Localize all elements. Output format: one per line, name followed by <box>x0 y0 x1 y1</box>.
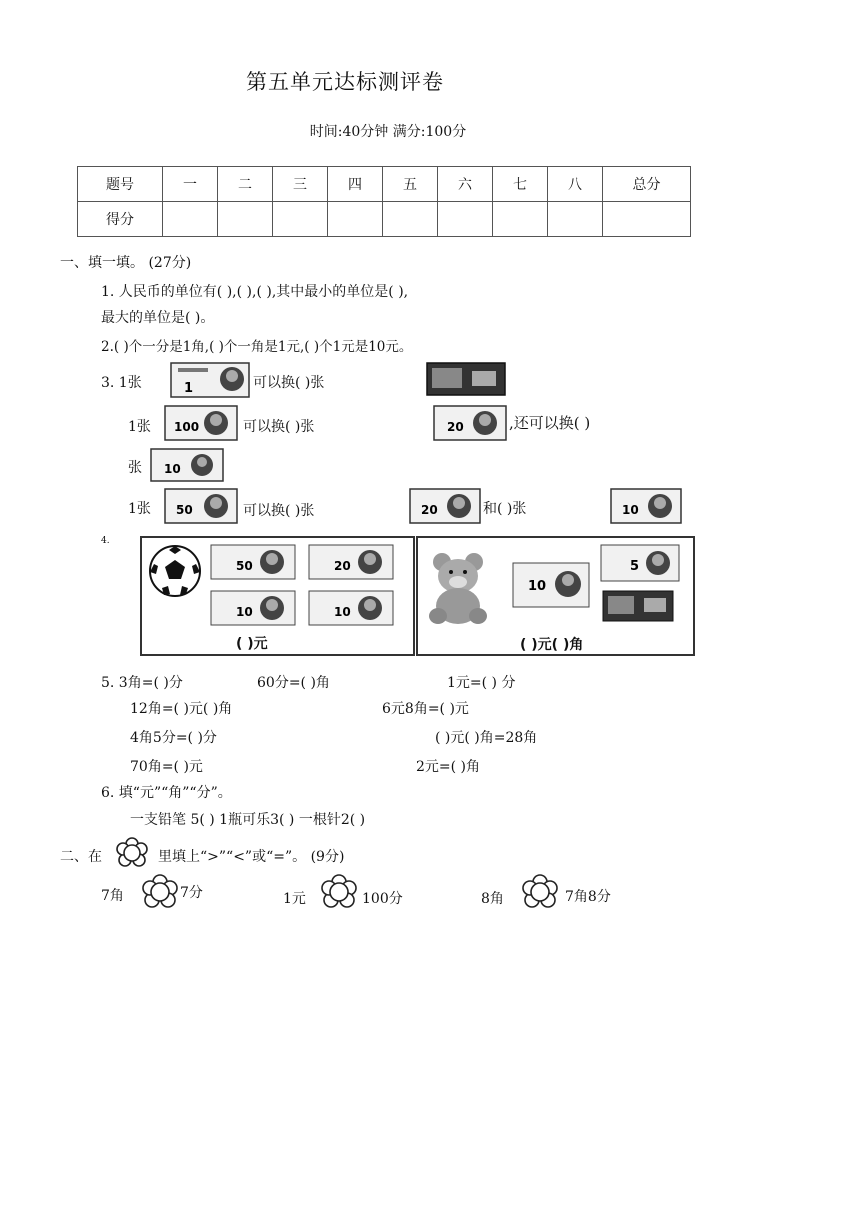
banknote-10-yuan-icon <box>512 562 590 608</box>
section2-heading-post: 里填上“>”“<”或“=”。 (9分) <box>158 849 345 865</box>
banknote-5-yuan-icon <box>600 544 680 582</box>
q6-heading: 6. 填“元”“角”“分”。 <box>101 785 232 801</box>
compare-3-left: 8角 <box>481 891 504 907</box>
table-cell: 六 <box>438 167 493 202</box>
q5-r1c: 1元=( ) 分 <box>447 675 516 691</box>
banknote-value: 10 <box>334 605 351 619</box>
banknote-50-yuan-icon <box>164 488 238 524</box>
q4-number: 4. <box>101 536 110 546</box>
banknote-10-yuan-icon <box>150 448 224 482</box>
banknote-value: 5 <box>630 559 640 574</box>
table-cell: 一 <box>163 167 218 202</box>
banknote-value: 10 <box>622 503 639 517</box>
teddy-bear-icon <box>426 550 492 626</box>
table-cell: 二 <box>218 167 273 202</box>
coin-jiao-note-icon <box>426 362 506 396</box>
compare-1-right: 7分 <box>180 885 203 901</box>
banknote-value: 50 <box>236 559 253 573</box>
q3-b-suffix: ,还可以换( ) <box>509 414 591 432</box>
q1-line1: 1. 人民币的单位有( ),( ),( ),其中最小的单位是( ), <box>101 284 409 300</box>
banknote-value: 100 <box>174 420 200 434</box>
banknote-value: 1 <box>184 381 194 396</box>
page-title: 第五单元达标测评卷 <box>246 70 444 94</box>
q3-a-prefix: 3. 1张 <box>101 375 142 391</box>
banknote-10-yuan-icon <box>210 590 296 626</box>
section2-heading-pre: 二、在 <box>60 849 102 865</box>
q5-r3a: 4角5分=( )分 <box>130 730 217 746</box>
q4-right-box <box>416 536 695 656</box>
exam-meta: 时间:40分钟 满分:100分 <box>309 124 467 140</box>
score-input-cell[interactable] <box>438 202 493 237</box>
q3-c-mid: 可以换( )张 <box>243 503 315 519</box>
score-input-cell[interactable] <box>218 202 273 237</box>
compare-2-right: 100分 <box>362 891 403 907</box>
section1-heading: 一、填一填。 (27分) <box>60 255 192 271</box>
q4-left-answer: ( )元 <box>236 636 268 652</box>
table-cell: 得分 <box>78 202 163 237</box>
banknote-100-yuan-icon <box>164 405 238 441</box>
score-input-cell[interactable] <box>603 202 691 237</box>
banknote-value: 20 <box>334 559 351 573</box>
score-input-cell[interactable] <box>328 202 383 237</box>
score-input-cell[interactable] <box>273 202 328 237</box>
score-input-cell[interactable] <box>493 202 548 237</box>
score-input-cell[interactable] <box>163 202 218 237</box>
table-cell: 七 <box>493 167 548 202</box>
q2-text: 2.( )个一分是1角,( )个一角是1元,( )个1元是10元。 <box>101 339 413 355</box>
banknote-20-yuan-icon <box>409 488 481 524</box>
banknote-50-yuan-icon <box>210 544 296 580</box>
flower-answer-box-icon[interactable] <box>140 873 180 911</box>
q5-r2a: 12角=( )元( )角 <box>130 701 233 717</box>
score-input-cell[interactable] <box>383 202 438 237</box>
table-row <box>78 202 691 237</box>
score-table <box>77 166 691 237</box>
table-cell: 总分 <box>603 167 691 202</box>
q4-left-box <box>140 536 415 656</box>
q3-c-and: 和( )张 <box>483 501 527 517</box>
banknote-value: 10 <box>528 579 547 594</box>
q3-b-mid: 可以换( )张 <box>243 419 315 435</box>
q3-a-mid: 可以换( )张 <box>253 375 325 391</box>
banknote-value: 10 <box>164 462 181 476</box>
q3-b-prefix: 1张 <box>128 419 151 435</box>
banknote-10-yuan-icon <box>610 488 682 524</box>
banknote-value: 20 <box>447 420 464 434</box>
q5-r4a: 70角=( )元 <box>130 759 203 775</box>
q4-right-answer: ( )元( )角 <box>520 637 584 653</box>
table-row <box>78 167 691 202</box>
banknote-1-yuan-icon <box>170 362 250 398</box>
banknote-10-yuan-icon <box>308 590 394 626</box>
q3-c-prefix: 1张 <box>128 501 151 517</box>
compare-2-left: 1元 <box>283 891 306 907</box>
banknote-value: 10 <box>236 605 253 619</box>
q5-r1a: 5. 3角=( )分 <box>101 675 183 691</box>
compare-3-right: 7角8分 <box>565 889 611 905</box>
table-cell: 三 <box>273 167 328 202</box>
banknote-20-yuan-icon <box>433 405 507 441</box>
q5-r1b: 60分=( )角 <box>257 675 330 691</box>
q5-r3b: ( )元( )角=28角 <box>435 730 538 746</box>
q5-r4b: 2元=( )角 <box>416 759 481 775</box>
banknote-20-yuan-icon <box>308 544 394 580</box>
table-cell: 八 <box>548 167 603 202</box>
q6-line: 一支铅笔 5( ) 1瓶可乐3( ) 一根针2( ) <box>130 812 366 828</box>
table-cell: 五 <box>383 167 438 202</box>
banknote-value: 50 <box>176 503 193 517</box>
banknote-value: 20 <box>421 503 438 517</box>
table-cell: 四 <box>328 167 383 202</box>
flower-answer-box-icon[interactable] <box>319 873 359 911</box>
score-input-cell[interactable] <box>548 202 603 237</box>
compare-1-left: 7角 <box>101 888 124 904</box>
flower-answer-box-icon[interactable] <box>520 873 560 911</box>
coin-jiao-note-icon <box>602 590 674 622</box>
q1-line2: 最大的单位是( )。 <box>101 310 215 326</box>
flower-blank-icon <box>114 836 150 870</box>
q3-b-tail: 张 <box>128 460 142 476</box>
soccer-ball-icon <box>148 544 202 598</box>
table-cell: 题号 <box>78 167 163 202</box>
q5-r2b: 6元8角=( )元 <box>382 701 469 717</box>
